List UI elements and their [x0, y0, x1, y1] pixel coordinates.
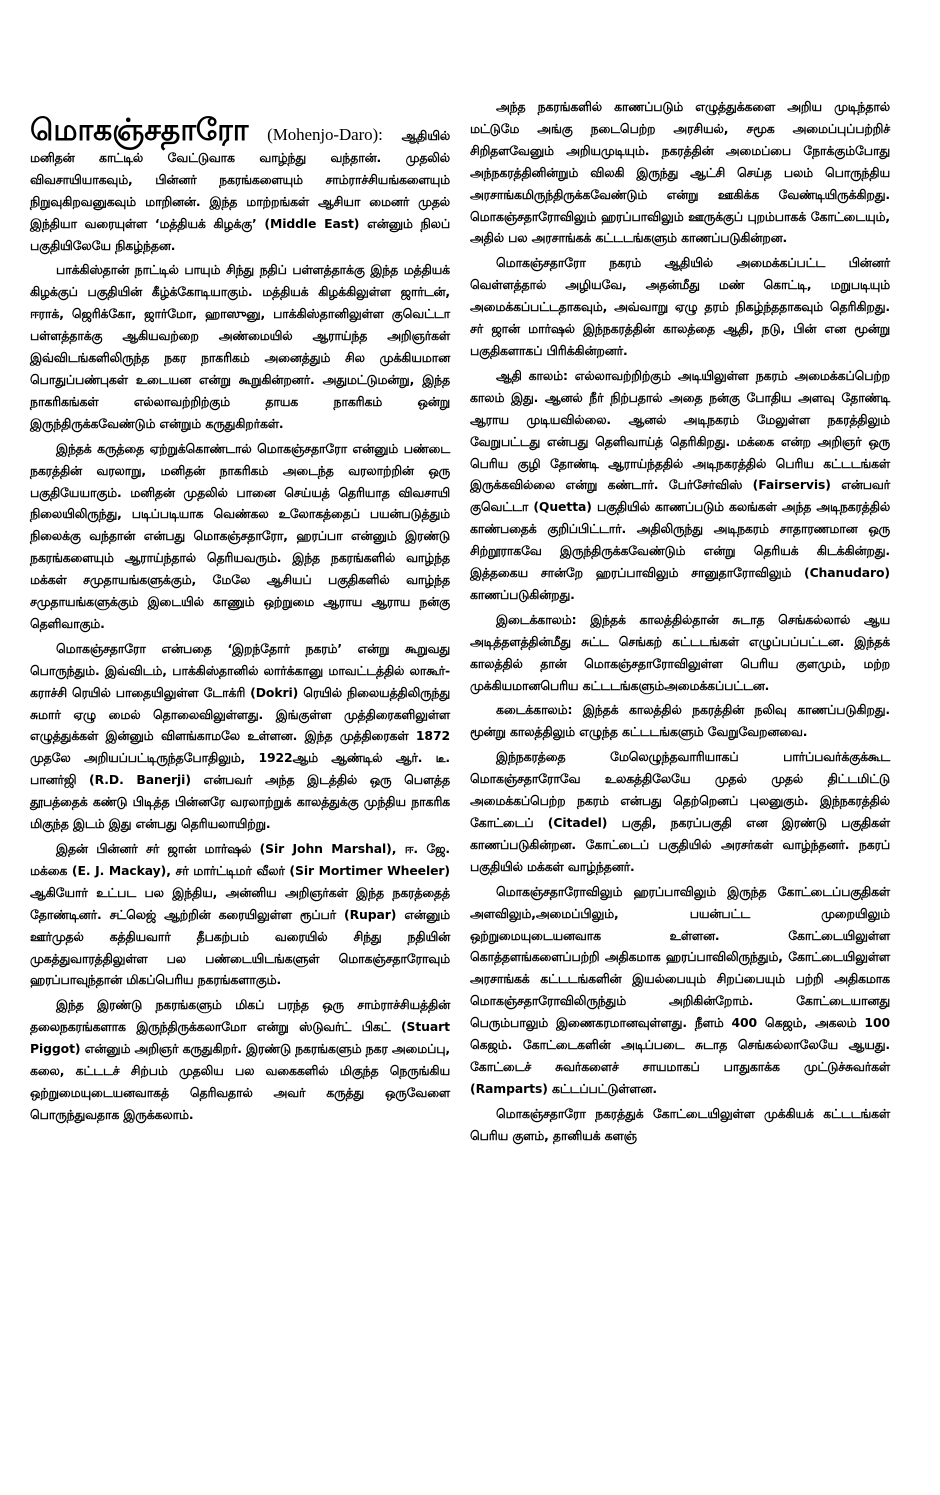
left-column: [30, 113, 451, 1129]
paragraph: பாக்கிஸ்தான் நாட்டில் பாயும் சிந்து நதிப் பள்ளத்தாக்கு இந்த மத்தியக் கிழக்குப் பகுதியின் கீழ்க்கோடியாகும். மத்தியக் கிழக்கிலுள்ள ஜார்டன், ஈராக், ஜெரிக்கோ, ஜார்மோ, ஹாஸுனு, பாக்கிஸ்தானிலுள்ள குவெட்டா பள்ளத்தாக்கு ஆகியவற்றை அண்மையில் ஆராய்ந்த அறிஞர்கள் இவ்விடங்களிலிருந்த நகர நாகரிகம் அனைத்தும் சில முக்கியமான பொதுப்பண்புகள் உடையன என்று கூறுகின்றனர். அதுமட்டுமன்று, இந்த நாகரிகங்கள் எல்லாவற்றிற்கும் தாயக நாகரிகம் ஒன்று இருந்திருக்கவேண்டும் என்றும் கருதுகிறர்கள்.: [30, 262, 450, 431]
article-headword-latin: (Mohenjo-Daro):: [267, 125, 383, 144]
paragraph: மொகஞ்சதாரோ என்பதை ‘இறந்தோர் நகரம்’ என்று கூறுவது பொருந்தும். இவ்விடம், பாக்கிஸ்தானில் லார்க்கானு மாவட்டத்தில் லாகூர்-கராச்சி ரெயில் பாதையிலுள்ள டோக்ரி (Dokri) ரெயில் நிலையத்திலிருந்து சுமார் ஏழு மைல் தொலைவிலுள்ளது. இங்குள்ள முத்திரைகளிலுள்ள எழுத்துக்கள் இன்னும் விளங்காமலே உள்ளன. இந்த முத்திரைகள் 1872 முதலே அறியப்பட்டிருந்தபோதிலும், 1922ஆம் ஆண்டில் ஆர். டீ. பானர்ஜி (R.D. Banerji) என்பவர் அந்த இடத்தில் ஒரு பௌத்த தூபத்தைக் கண்டு பிடித்த பின்னரே வரலாற்றுக் காலத்துக்கு முந்திய நாகரிக மிகுந்த இடம் இது என்பது தெரியலாயிற்று.: [30, 640, 450, 832]
paragraph: அந்த நகரங்களில் காணப்படும் எழுத்துக்களை அறிய முடிந்தால் மட்டுமே அங்கு நடைபெற்ற அரசியல், சமூக அமைப்புப்பற்றிச் சிறிதளவேனும் அறியமுடியும். நகரத்தின் அமைப்பை நோக்கும்போது அந்நகரத்தினின்றும் விலகி இருந்து ஆட்சி செய்த பலம் பொருந்திய அரசாங்கமிருந்திருக்கவேண்டும் என்று ஊகிக்க வேண்டியிருக்கிறது. மொகஞ்சதாரோவிலும் ஹரப்பாவிலும் ஊருக்குப் புறம்பாகக் கோட்டையும், அதில் பல அரசாங்கக் கட்டடங்களும் காணப்படுகின்றன.: [470, 99, 890, 246]
paragraph-text: ஆதியில் மனிதன் காட்டில் வேட்டுவாக வாழ்ந்து வந்தான். முதலில் விவசாயியாகவும், பின்னர் நகரங்களையும் சாம்ராச்சியங்களையும் நிறுவுகிறவனுகவும் மாறினன். இந்த மாற்றங்கள் ஆசியா மைனர் முதல் இந்தியா வரையுள்ள ‘மத்தியக் கிழக்கு’ (Middle East) என்னும் நிலப் பகுதியிலேயே நிகழ்ந்தன.: [30, 128, 451, 253]
paragraph: இதன் பின்னர் சர் ஜான் மார்ஷல் (Sir John Marshal), ஈ. ஜே. மக்கை (E. J. Mackay), சர் மார்ட்டிமர் வீலர் (Sir Mortimer Wheeler) ஆகியோர் உட்பட பல இந்திய, அன்னிய அறிஞர்கள் இந்த நகரத்தைத் தோண்டினர். சட்லெஜ் ஆற்றின் கரையிலுள்ள ரூப்பர் (Rupar) என்னும் ஊர்முதல் கத்தியவார் தீபகற்பம் வரையில் சிந்து நதியின் முகத்துவாரத்திலுள்ள பல பண்டையிடங்களுள் மொகஞ்சதாரோவும் ஹரப்பாவுந்தான் மிகப்பெரிய நகரங்களாகும்.: [30, 841, 450, 988]
article-headword: மொகஞ்சதாரோ: [30, 113, 249, 148]
paragraph: இடைக்காலம்: இந்தக் காலத்தில்தான் சுடாத செங்கல்லால் ஆய அடித்தளத்தின்மீது சுட்ட செங்கற் கட்டடங்கள் எழுப்பப்பட்டன. இந்தக் காலத்தில் தான் மொகஞ்சதாரோவிலுள்ள பெரிய குளமும், மற்ற முக்கியமானபெரிய கட்டடங்களும்அமைக்கப்பட்டன.: [470, 611, 890, 693]
paragraph: இந்தக் கருத்தை ஏற்றுக்கொண்டால் மொகஞ்சதாரோ என்னும் பண்டை நகரத்தின் வரலாறு, மனிதன் நாகரிகம் அடைந்த வரலாற்றின் ஒரு பகுதியேயாகும். மனிதன் முதலில் பானை செய்யத் தெரியாத விவசாயி நிலையிலிருந்து, படிப்படியாக வெண்கல உலோகத்தைப் பயன்படுத்தும் நிலைக்கு வந்தான் என்பது மொகஞ்சதாரோ, ஹரப்பா என்னும் இரண்டு நகரங்களையும் ஆராய்ந்தால் தெரியவரும். இந்த நகரங்களில் வாழ்ந்த மக்கள் சமுதாயங்களுக்கும், மேலே ஆசியப் பகுதிகளில் வாழ்ந்த சமுதாயங்களுக்கும் இடையில் காணும் ஒற்றுமை ஆராய ஆராய நன்கு தெளிவாகும்.: [30, 440, 450, 631]
right-column: [470, 96, 890, 1150]
article-opening-paragraph: [30, 113, 451, 256]
paragraph: ஆதி காலம்: எல்லாவற்றிற்கும் அடியிலுள்ள நகரம் அமைக்கப்பெற்ற காலம் இது. ஆனல் நீர் நிற்பதால் அதை நன்கு போதிய அளவு தோண்டி ஆராய முடியவில்லை. ஆனல் அடிநகரம் மேலுள்ள நகரத்திலும் வேறுபட்டது என்பது தெளிவாய்த் தெரிகிறது. மக்கை என்ற அறிஞர் ஒரு பெரிய குழி தோண்டி ஆராய்ந்ததில் அடிநகரத்தில் பெரிய கட்டடங்கள் இருக்கவில்லை என்று கண்டார். பேர்சேர்விஸ் (Fairservis) என்பவர் குவெட்டா (Quetta) பகுதியில் காணப்படும் கலங்கள் அந்த அடிநகரத்தில் காண்பதைக் குறிப்பிட்டார். அதிலிருந்து அடிநகரம் சாதாரணமான ஒரு சிற்றூராகவே இருந்திருக்கவேண்டும் என்று தெரியக் கிடக்கின்றது. இத்தகைய சான்றே ஹரப்பாவிலும் சானுதாரோவிலும் (Chanudaro) காணப்படுகின்றது.: [470, 367, 890, 602]
paragraph: இந்நகரத்தை மேலெழுந்தவாரியாகப் பார்ப்பவர்க்குக்கூட மொகஞ்சதாரோவே உலகத்திலேயே முதல் முதல் திட்டமிட்டு அமைக்கப்பெற்ற நகரம் என்பது தெற்றெனப் புலனுகும். இந்நகரத்தில் கோட்டைப் (Citadel) பகுதி, நகரப்பகுதி என இரண்டு பகுதிகள் காணப்படுகின்றன. கோட்டைப் பகுதியில் அரசர்கள் வாழ்ந்தனர். நகரப் பகுதியில் மக்கள் வாழ்ந்தனர்.: [470, 749, 890, 874]
paragraph: மொகஞ்சதாரோ நகரத்துக் கோட்டையிலுள்ள முக்கியக் கட்டடங்கள் பெரிய குளம், தானியக் களஞ்: [470, 1105, 890, 1143]
paragraph: மொகஞ்சதாரோ நகரம் ஆதியில் அமைக்கப்பட்ட பின்னர் வெள்ளத்தால் அழியவே, அதன்மீது மண் கொட்டி, மறுபடியும் அமைக்கப்பட்டதாகவும், அவ்வாறு ஏழு தரம் நிகழ்ந்ததாகவும் தெரிகிறது. சர் ஜான் மார்ஷல் இந்நகரத்தின் காலத்தை ஆதி, நடு, பின் என மூன்று பகுதிகளாகப் பிரிக்கின்றனர்.: [470, 255, 890, 358]
paragraph: கடைக்காலம்: இந்தக் காலத்தில் நகரத்தின் நலிவு காணப்படுகிறது. மூன்று காலத்திலும் எழுந்த கட்டடங்களும் வேறுவேறனவை.: [470, 702, 890, 740]
paragraph: இந்த இரண்டு நகரங்களும் மிகப் பரந்த ஒரு சாம்ராச்சியத்தின் தலைநகரங்களாக இருந்திருக்கலாமோ என்று ஸ்டுவர்ட் பிகட் (Stuart Piggot) என்னும் அறிஞர் கருதுகிறர். இரண்டு நகரங்களும் நகர அமைப்பு, கலை, கட்டடச் சிற்பம் முதலிய பல வகைகளில் மிகுந்த நெருங்கிய ஒற்றுமையுடையனவாகத் தெரிவதால் அவர் கருத்து ஒருவேளை பொருந்துவதாக இருக்கலாம்.: [30, 997, 450, 1122]
paragraph: மொகஞ்சதாரோவிலும் ஹரப்பாவிலும் இருந்த கோட்டைப்பகுதிகள் அளவிலும்,அமைப்பிலும், பயன்பட்ட முறையிலும் ஒற்றுமையுடையனவாக உள்ளன. கோட்டையிலுள்ள கொத்தளங்களைப்பற்றி அதிகமாக ஹரப்பாவிலிருந்தும், கோட்டையிலுள்ள அரசாங்கக் கட்டடங்களின் இயல்பையும் சிறப்பையும் பற்றி அதிகமாக மொகஞ்சதாரோவிலிருந்தும் அறிகின்றோம். கோட்டையானது பெரும்பாலும் இணைகரமானவுள்ளது. நீளம் 400 கெஜம், அகலம் 100 கெஜம். கோட்டைகளின் அடிப்படை சுடாத செங்கல்லாலேயே ஆயது. கோட்டைச் சுவர்களைச் சாயமாகப் பாதுகாக்க முட்டுச்சுவர்கள் (Ramparts) கட்டப்பட்டுள்ளன.: [470, 883, 890, 1096]
